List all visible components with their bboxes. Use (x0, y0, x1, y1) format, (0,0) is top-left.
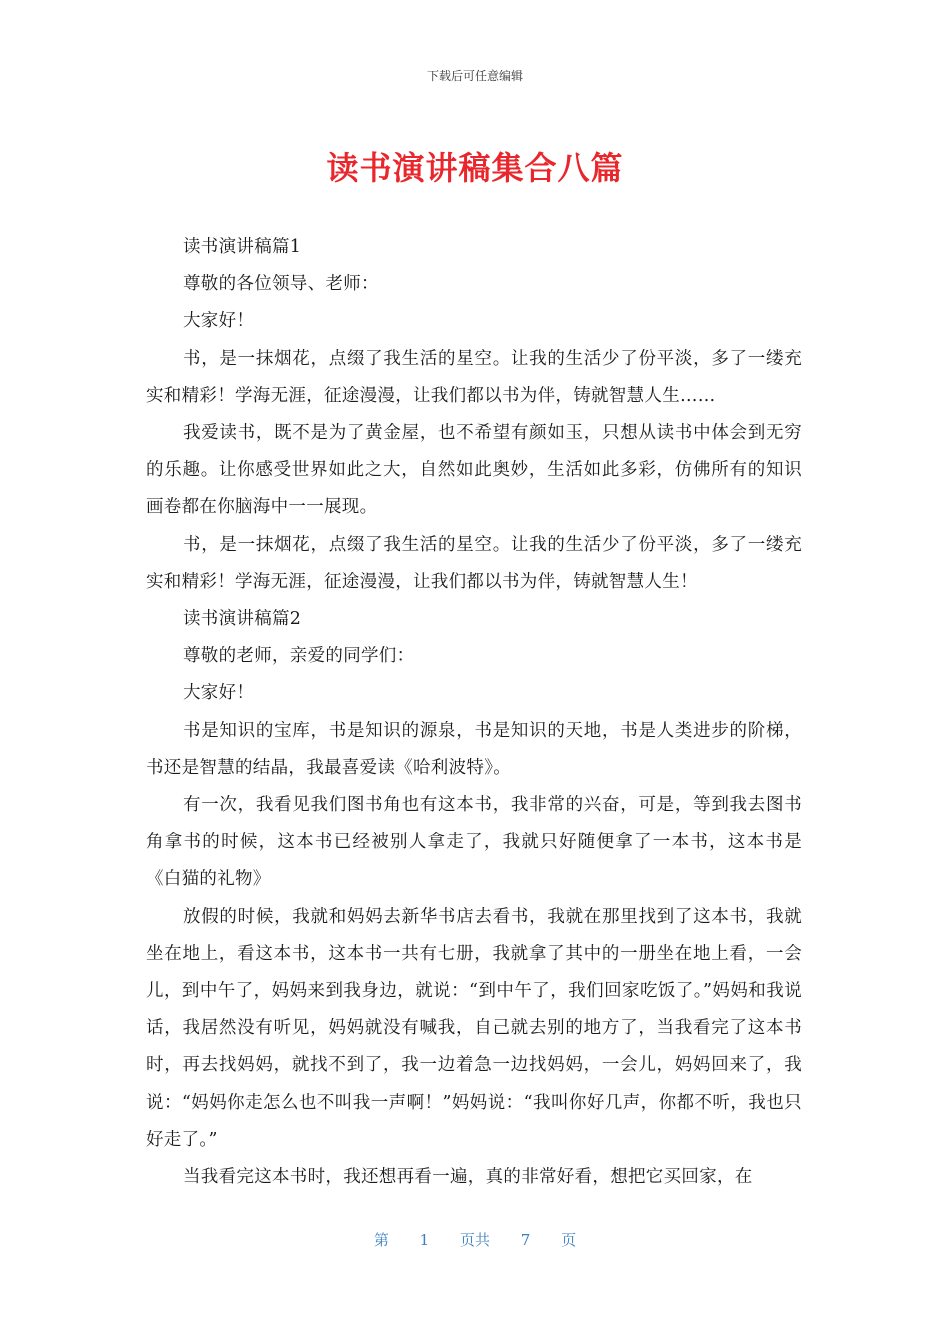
greeting: 大家好！ (183, 311, 255, 332)
body-paragraph: 有一次，我看见我们图书角也有这本书，我非常的兴奋，可是，等到我去图书角拿书的时候，这本书已经被别人拿走了，我就只好随便拿了一本书，这本书是《白猫的礼物》 (146, 795, 802, 890)
body-paragraph: 书，是一抹烟花，点缀了我生活的星空。让我的生活少了份平淡，多了一缕充实和精彩！学海无涯，征途漫漫，让我们都以书为伴，铸就智慧人生！ (146, 534, 802, 592)
body-paragraph: 当我看完这本书时，我还想再看一遍，真的非常好看，想把它买回家，在 (183, 1167, 753, 1188)
salutation: 尊敬的老师，亲爱的同学们： (183, 646, 415, 667)
footer-total-pages: 7 (520, 1231, 531, 1249)
section-heading-2: 读书演讲稿篇2 (183, 609, 302, 630)
body-paragraph: 书，是一抹烟花，点缀了我生活的星空。让我的生活少了份平淡，多了一缕充实和精彩！学海无涯，征途漫漫，让我们都以书为伴，铸就智慧人生…… (146, 348, 802, 406)
footer-page-number: 1 (419, 1231, 430, 1249)
footer-mid-label: 页共 (459, 1231, 490, 1249)
page-footer (0, 1229, 950, 1250)
footer-page-label: 第 (373, 1231, 389, 1249)
body-paragraph: 放假的时候，我就和妈妈去新华书店去看书，我就在那里找到了这本书，我就坐在地上，看这本书，这本书一共有七册，我就拿了其中的一册坐在地上看，一会儿，到中午了，妈妈来到我身边，就说：“到中午了，我们回家吃饭了。”妈妈和我说话，我居然没有听见，妈妈就没有喊我，自己就去别的地方了，当我看完了这本书时，再去找妈妈，就找不到了，我一边着急一边找妈妈，一会儿，妈妈回来了，我说：“妈妈你走怎么也不叫我一声啊！”妈妈说：“我叫你好几声，你都不听，我也只好走了。” (146, 906, 802, 1150)
greeting: 大家好！ (183, 683, 255, 704)
body-paragraph: 我爱读书，既不是为了黄金屋，也不希望有颜如玉，只想从读书中体会到无穷的乐趣。让你感受世界如此之大，自然如此奥妙，生活如此多彩，仿佛所有的知识画卷都在你脑海中一一展现。 (146, 423, 802, 518)
document-body (146, 229, 802, 1196)
body-paragraph: 书是知识的宝库，书是知识的源泉，书是知识的天地，书是人类进步的阶梯，书还是智慧的结晶，我最喜爱读《哈利波特》。 (146, 720, 802, 778)
section-heading-1: 读书演讲稿篇1 (183, 237, 302, 257)
footer-end-label: 页 (561, 1231, 577, 1249)
page-header-note: 下载后可任意编辑 (426, 69, 523, 83)
document-title: 读书演讲稿集合八篇 (326, 149, 624, 187)
salutation: 尊敬的各位领导、老师： (183, 274, 379, 295)
